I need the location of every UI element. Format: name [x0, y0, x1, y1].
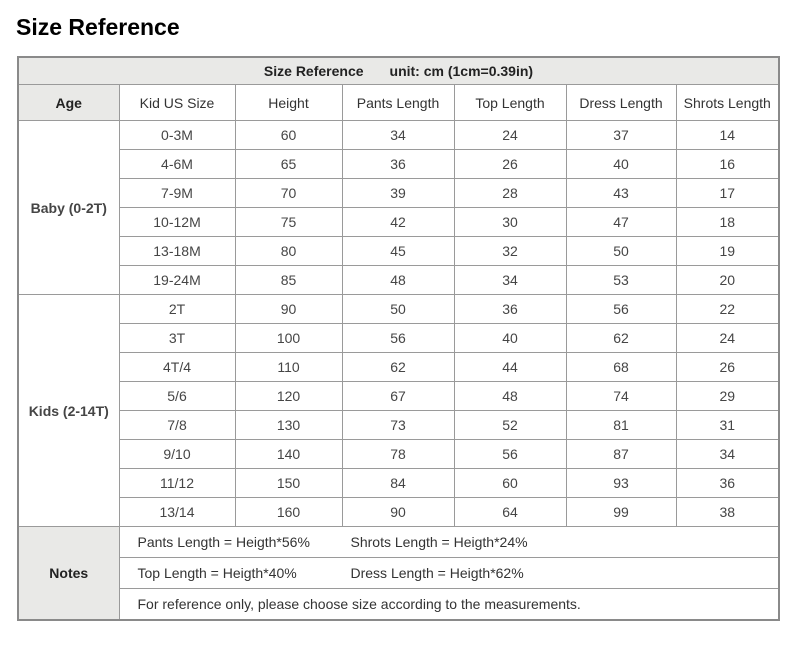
value-cell: 36	[454, 295, 566, 324]
value-cell: 20	[676, 266, 779, 295]
value-cell: 87	[566, 440, 676, 469]
value-cell: 31	[676, 411, 779, 440]
table-caption-title: Size Reference	[263, 63, 364, 79]
page-title: Size Reference	[16, 14, 180, 40]
note-text-cell	[119, 527, 779, 558]
value-cell: 160	[235, 498, 342, 527]
value-cell: 43	[566, 179, 676, 208]
column-header-age: Age	[18, 85, 119, 121]
value-cell: 29	[676, 382, 779, 411]
size-cell: 2T	[119, 295, 235, 324]
table-row-0-3m	[18, 121, 779, 150]
column-header-height: Height	[235, 85, 342, 121]
value-cell: 50	[342, 295, 454, 324]
value-cell: 24	[676, 324, 779, 353]
table-row-7-9m	[18, 179, 779, 208]
value-cell: 90	[342, 498, 454, 527]
column-header-shrots-length: Shrots Length	[676, 85, 779, 121]
table-caption	[18, 57, 779, 85]
size-cell: 3T	[119, 324, 235, 353]
note-text-cell	[119, 589, 779, 621]
size-cell: 11/12	[119, 469, 235, 498]
value-cell: 84	[342, 469, 454, 498]
value-cell: 81	[566, 411, 676, 440]
note-text: For reference only, please choose size according to the measurements.	[137, 596, 581, 612]
value-cell: 40	[566, 150, 676, 179]
column-header-dress-length: Dress Length	[566, 85, 676, 121]
notes-row-1	[18, 527, 779, 558]
value-cell: 74	[566, 382, 676, 411]
value-cell: 60	[454, 469, 566, 498]
notes-row-3	[18, 589, 779, 621]
value-cell: 60	[235, 121, 342, 150]
value-cell: 80	[235, 237, 342, 266]
value-cell: 56	[566, 295, 676, 324]
value-cell: 52	[454, 411, 566, 440]
value-cell: 48	[454, 382, 566, 411]
value-cell: 56	[342, 324, 454, 353]
group-label-kids-2-14t: Kids (2-14T)	[18, 295, 119, 527]
size-cell: 9/10	[119, 440, 235, 469]
value-cell: 36	[676, 469, 779, 498]
value-cell: 24	[454, 121, 566, 150]
table-row-4-6m	[18, 150, 779, 179]
value-cell: 150	[235, 469, 342, 498]
size-reference-table	[17, 56, 780, 621]
value-cell: 70	[235, 179, 342, 208]
notes-row-2	[18, 558, 779, 589]
column-header-top-length: Top Length	[454, 85, 566, 121]
table-row-13-14	[18, 498, 779, 527]
table-caption-unit: unit: cm (1cm=0.39in)	[389, 63, 534, 79]
value-cell: 26	[454, 150, 566, 179]
value-cell: 85	[235, 266, 342, 295]
table-row-13-18m	[18, 237, 779, 266]
value-cell: 26	[676, 353, 779, 382]
value-cell: 19	[676, 237, 779, 266]
value-cell: 67	[342, 382, 454, 411]
value-cell: 140	[235, 440, 342, 469]
table-row-4t-4	[18, 353, 779, 382]
table-row-3t	[18, 324, 779, 353]
value-cell: 38	[676, 498, 779, 527]
value-cell: 22	[676, 295, 779, 324]
value-cell: 42	[342, 208, 454, 237]
column-header-kid-us-size: Kid US Size	[119, 85, 235, 121]
value-cell: 39	[342, 179, 454, 208]
value-cell: 90	[235, 295, 342, 324]
size-cell: 13-18M	[119, 237, 235, 266]
value-cell: 40	[454, 324, 566, 353]
size-cell: 4-6M	[119, 150, 235, 179]
value-cell: 45	[342, 237, 454, 266]
value-cell: 78	[342, 440, 454, 469]
table-row-9-10	[18, 440, 779, 469]
size-cell: 10-12M	[119, 208, 235, 237]
value-cell: 130	[235, 411, 342, 440]
value-cell: 18	[676, 208, 779, 237]
size-cell: 7/8	[119, 411, 235, 440]
value-cell: 34	[454, 266, 566, 295]
value-cell: 37	[566, 121, 676, 150]
value-cell: 100	[235, 324, 342, 353]
value-cell: 28	[454, 179, 566, 208]
column-header-row	[18, 85, 779, 121]
note-text: Dress Length = Heigth*62%	[350, 565, 524, 581]
table-row-5-6	[18, 382, 779, 411]
value-cell: 99	[566, 498, 676, 527]
size-cell: 13/14	[119, 498, 235, 527]
value-cell: 110	[235, 353, 342, 382]
notes-label: Notes	[18, 527, 119, 621]
value-cell: 17	[676, 179, 779, 208]
value-cell: 47	[566, 208, 676, 237]
table-caption-row	[18, 57, 779, 85]
value-cell: 62	[342, 353, 454, 382]
column-header-pants-length: Pants Length	[342, 85, 454, 121]
table-row-11-12	[18, 469, 779, 498]
value-cell: 16	[676, 150, 779, 179]
size-cell: 4T/4	[119, 353, 235, 382]
size-cell: 5/6	[119, 382, 235, 411]
value-cell: 53	[566, 266, 676, 295]
size-cell: 0-3M	[119, 121, 235, 150]
note-text-cell	[119, 558, 779, 589]
value-cell: 50	[566, 237, 676, 266]
value-cell: 14	[676, 121, 779, 150]
value-cell: 32	[454, 237, 566, 266]
value-cell: 30	[454, 208, 566, 237]
table-row-2t	[18, 295, 779, 324]
value-cell: 65	[235, 150, 342, 179]
table-row-7-8	[18, 411, 779, 440]
value-cell: 48	[342, 266, 454, 295]
table-row-10-12m	[18, 208, 779, 237]
value-cell: 44	[454, 353, 566, 382]
size-cell: 7-9M	[119, 179, 235, 208]
value-cell: 75	[235, 208, 342, 237]
value-cell: 93	[566, 469, 676, 498]
value-cell: 34	[342, 121, 454, 150]
size-cell: 19-24M	[119, 266, 235, 295]
value-cell: 73	[342, 411, 454, 440]
group-label-baby-0-2t: Baby (0-2T)	[18, 121, 119, 295]
value-cell: 36	[342, 150, 454, 179]
value-cell: 56	[454, 440, 566, 469]
value-cell: 64	[454, 498, 566, 527]
note-text: Top Length = Heigth*40%	[137, 565, 297, 581]
value-cell: 34	[676, 440, 779, 469]
note-text: Shrots Length = Heigth*24%	[350, 534, 528, 550]
table-row-19-24m	[18, 266, 779, 295]
note-text: Pants Length = Heigth*56%	[137, 534, 310, 550]
value-cell: 120	[235, 382, 342, 411]
value-cell: 62	[566, 324, 676, 353]
value-cell: 68	[566, 353, 676, 382]
